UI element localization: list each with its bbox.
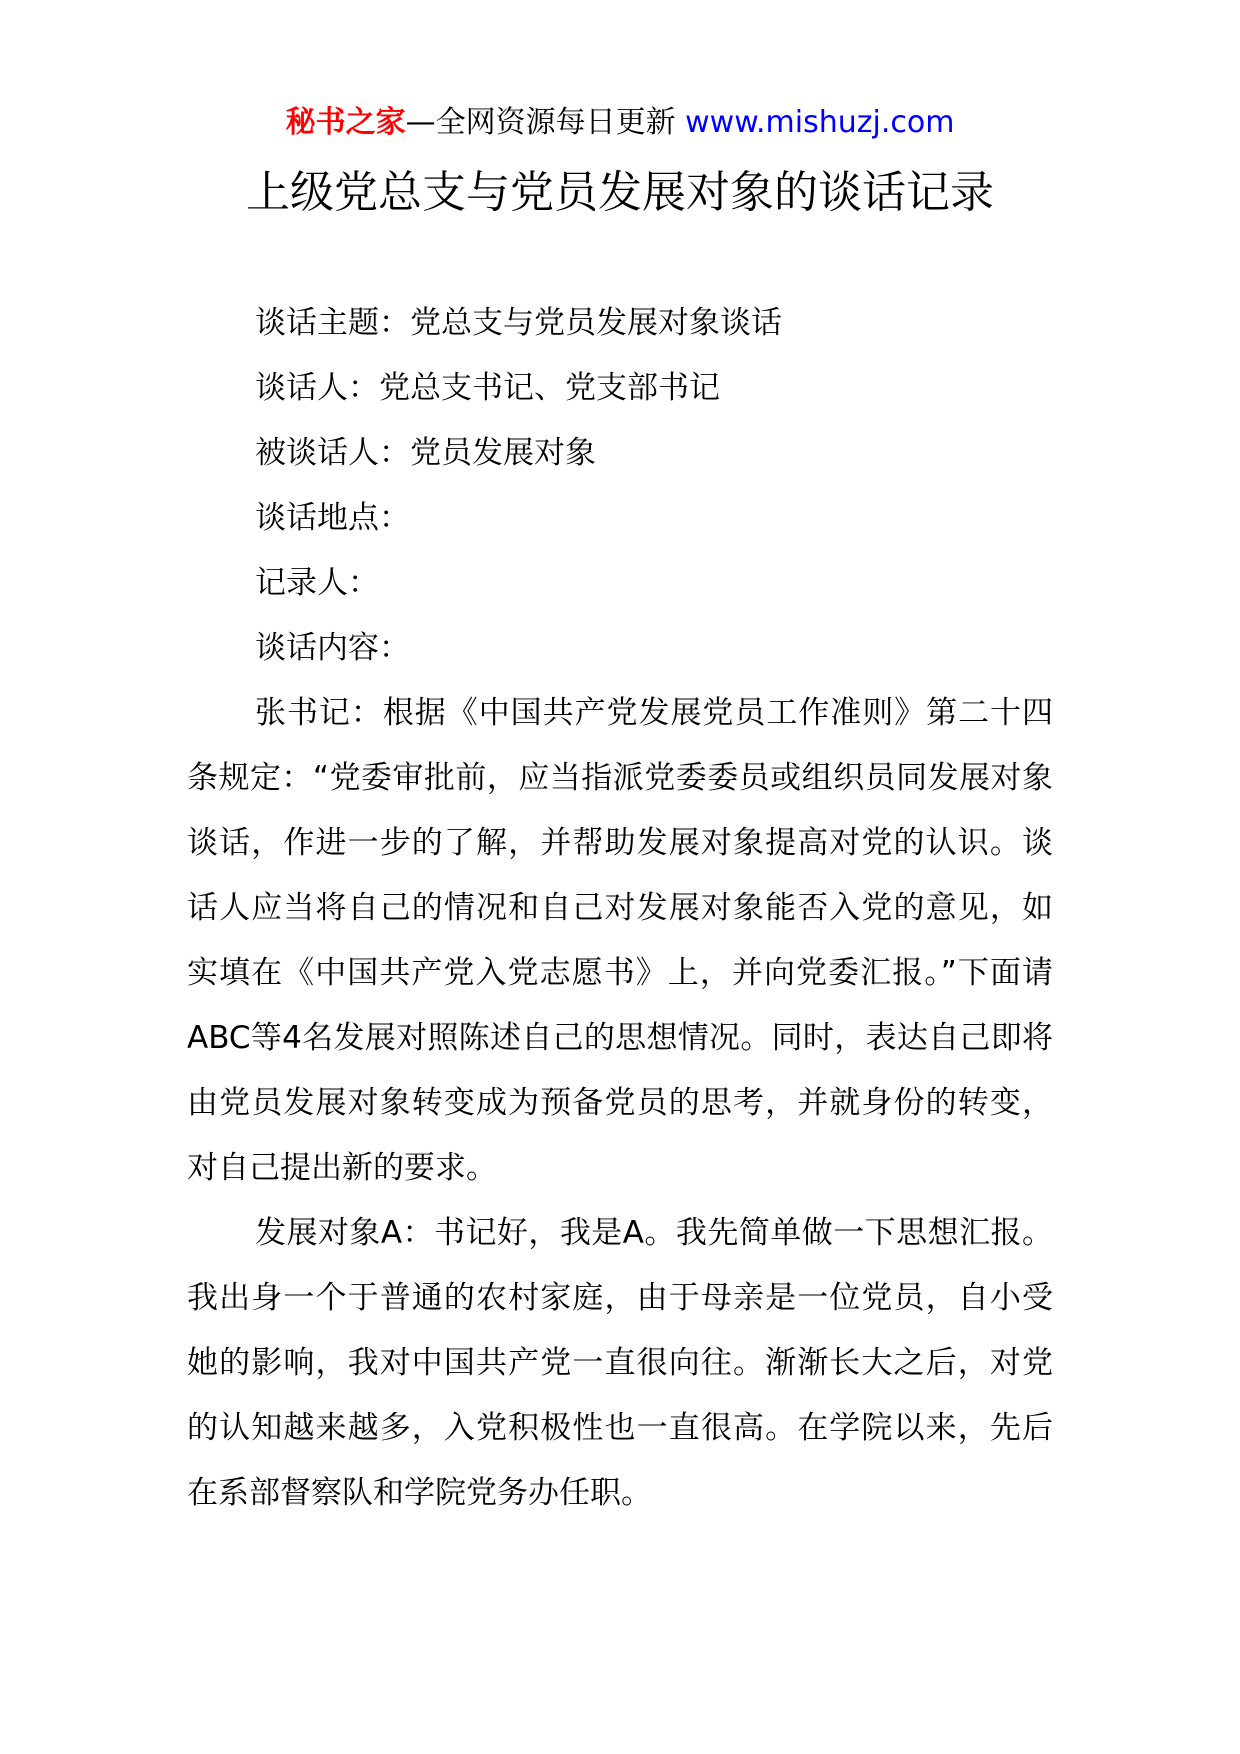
- meta-label: 被谈话人：: [255, 435, 410, 471]
- meta-content: [187, 616, 1053, 681]
- meta-location: [187, 486, 1053, 551]
- document-title: 上级党总支与党员发展对象的谈话记录: [246, 167, 994, 218]
- meta-label: 谈话人：: [255, 370, 379, 406]
- meta-label: 谈话地点：: [255, 500, 410, 536]
- meta-value: 党总支书记、党支部书记: [379, 370, 720, 406]
- paragraph-candidate-a: 发展对象A：书记好，我是A。我先简单做一下思想汇报。我出身一个于普通的农村家庭，由于母亲是一位党员，自小受她的影响，我对中国共产党一直很向往。渐渐长大之后，对党的认知越来越多，入党积极性也一直很高。在学院以来，先后在系部督察队和学院党务办任职。: [187, 1215, 1053, 1511]
- meta-label: 谈话主题：: [255, 305, 410, 341]
- meta-interviewee: [187, 421, 1053, 486]
- paragraph-secretary-zhang: 张书记：根据《中国共产党发展党员工作准则》第二十四条规定：“党委审批前，应当指派党委委员或组织员同发展对象谈话，作进一步的了解，并帮助发展对象提高对党的认识。谈话人应当将自己的情况和自己对发展对象能否入党的意见，如实填在《中国共产党入党志愿书》上，并向党委汇报。”下面请ABC等4名发展对照陈述自己的思想情况。同时，表达自己即将由党员发展对象转变成为预备党员的思考，并就身份的转变，对自己提出新的要求。: [187, 695, 1053, 1186]
- meta-label: 记录人：: [255, 565, 379, 601]
- header-tagline: —全网资源每日更新: [405, 105, 686, 140]
- document-body: [187, 291, 1053, 1526]
- meta-value: 党员发展对象: [410, 435, 596, 471]
- meta-label: 谈话内容：: [255, 630, 410, 666]
- site-header: [0, 100, 1240, 146]
- meta-topic: [187, 291, 1053, 356]
- meta-value: 党总支与党员发展对象谈话: [410, 305, 782, 341]
- meta-interviewer: [187, 356, 1053, 421]
- site-url-link[interactable]: www.mishuzj.com: [685, 105, 955, 140]
- brand-name: 秘书之家: [285, 105, 406, 140]
- meta-recorder: [187, 551, 1053, 616]
